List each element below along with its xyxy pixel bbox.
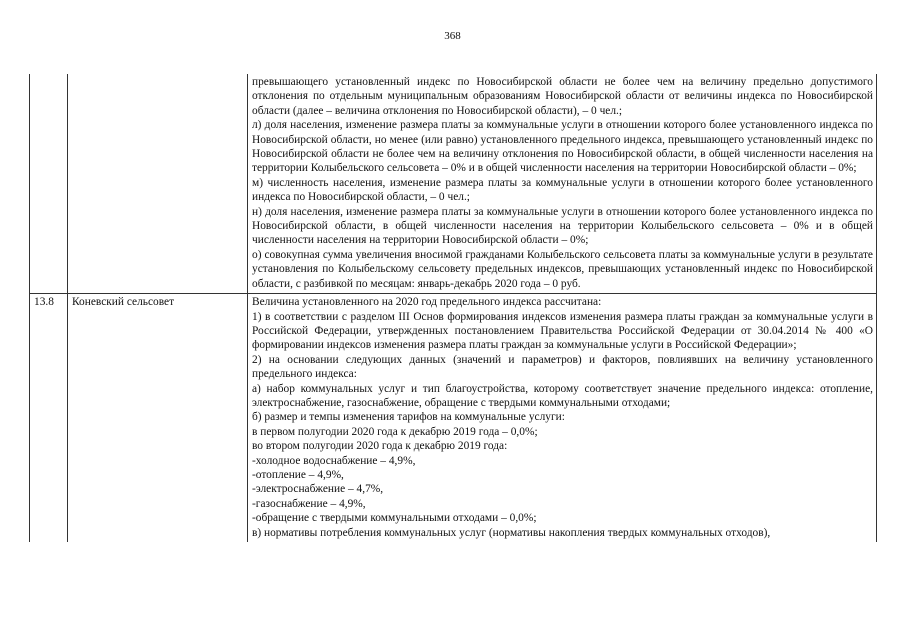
paragraph: -электроснабжение – 4,7%,: [252, 483, 384, 496]
paragraph: 1) в соответствии с разделом III Основ формирования индексов изменения размера платы граждан за коммунальные услуги в Российской Федерации, утвержденных постановлением Правительства Российской Федерации от 30.04.2014 № 400 «О формировании индексов изменения размера платы граждан за коммунальные услуги в Российской Федерации»;: [252, 310, 873, 352]
paragraph: а) набор коммунальных услуг и тип благоустройства, которому соответствует значение предельного индекса: отопление, электроснабжение, газоснабжение, обращение с твердыми коммунальными отходами;: [252, 382, 873, 409]
table-body: [30, 74, 877, 542]
paragraph: в первом полугодии 2020 года к декабрю 2019 года – 0,0%;: [252, 425, 538, 438]
paragraph: в) нормативы потребления коммунальных услуг (нормативы накопления твердых коммунальных отходов),: [252, 526, 771, 539]
page-number: 368: [444, 30, 461, 42]
description-cell: [248, 74, 877, 294]
paragraph: -отопление – 4,9%,: [252, 468, 344, 481]
table-row-continued: [30, 74, 877, 294]
municipality-name-cell: [68, 74, 248, 294]
row-number-cell: [30, 74, 68, 294]
paragraph: превышающего установленный индекс по Новосибирской области не более чем на величину предельно допустимого отклонения по отдельным муниципальным образованиям Новосибирской области от величины индекса по Новосибирской области (далее – величина отклонения по Новосибирской области), – 0 чел.;: [252, 76, 873, 117]
paragraph: н) доля населения, изменение размера платы за коммунальные услуги в отношении которого более установленного индекса по Новосибирской области, в общей численности населения на территории Колыбельского сельсовета – 0% и в общей численности населения на территории Новосибирской области – 0%;: [252, 205, 873, 247]
paragraph: о) совокупная сумма увеличения вносимой гражданами Колыбельского сельсовета платы за коммунальные услуги в результате установления по Колыбельскому сельсовету предельных индексов, превышающих установленный индекс по Новосибирской области, с разбивкой по месяцам: январь-декабрь 2020 года – 0 руб.: [252, 248, 873, 290]
document-table: [29, 74, 877, 542]
paragraph: -обращение с твердыми коммунальными отходами – 0,0%;: [252, 512, 537, 525]
municipality-name-cell: Коневский сельсовет: [68, 294, 248, 542]
paragraph: 2) на основании следующих данных (значений и параметров) и факторов, повлиявших на величину установленного предельного индекса:: [252, 353, 873, 381]
table-row-konevsky: [30, 294, 877, 542]
paragraph: б) размер и темпы изменения тарифов на коммунальные услуги:: [252, 411, 565, 424]
paragraph: во втором полугодии 2020 года к декабрю 2019 года:: [252, 440, 508, 453]
paragraph: -холодное водоснабжение – 4,9%,: [252, 454, 416, 467]
paragraph: л) доля населения, изменение размера платы за коммунальные услуги в отношении которого более установленного индекса по Новосибирской области, но менее (или равно) установленного предельного индекса, превышающего установленный индекс по Новосибирской области не более чем на величину отклонения по Новосибирской области, в общей численности населения на территории Колыбельского сельсовета – 0% и в общей численности населения на территории Новосибирской области – 0%;: [252, 119, 873, 175]
paragraph: Величина установленного на 2020 год предельного индекса рассчитана:: [252, 296, 602, 309]
row-number-cell: 13.8: [30, 294, 68, 542]
description-cell: [248, 294, 877, 542]
paragraph: -газоснабжение – 4,9%,: [252, 497, 366, 510]
paragraph: м) численность населения, изменение размера платы за коммунальные услуги в отношении которого более установленного индекса по Новосибирской области, – 0 чел.;: [252, 176, 873, 204]
